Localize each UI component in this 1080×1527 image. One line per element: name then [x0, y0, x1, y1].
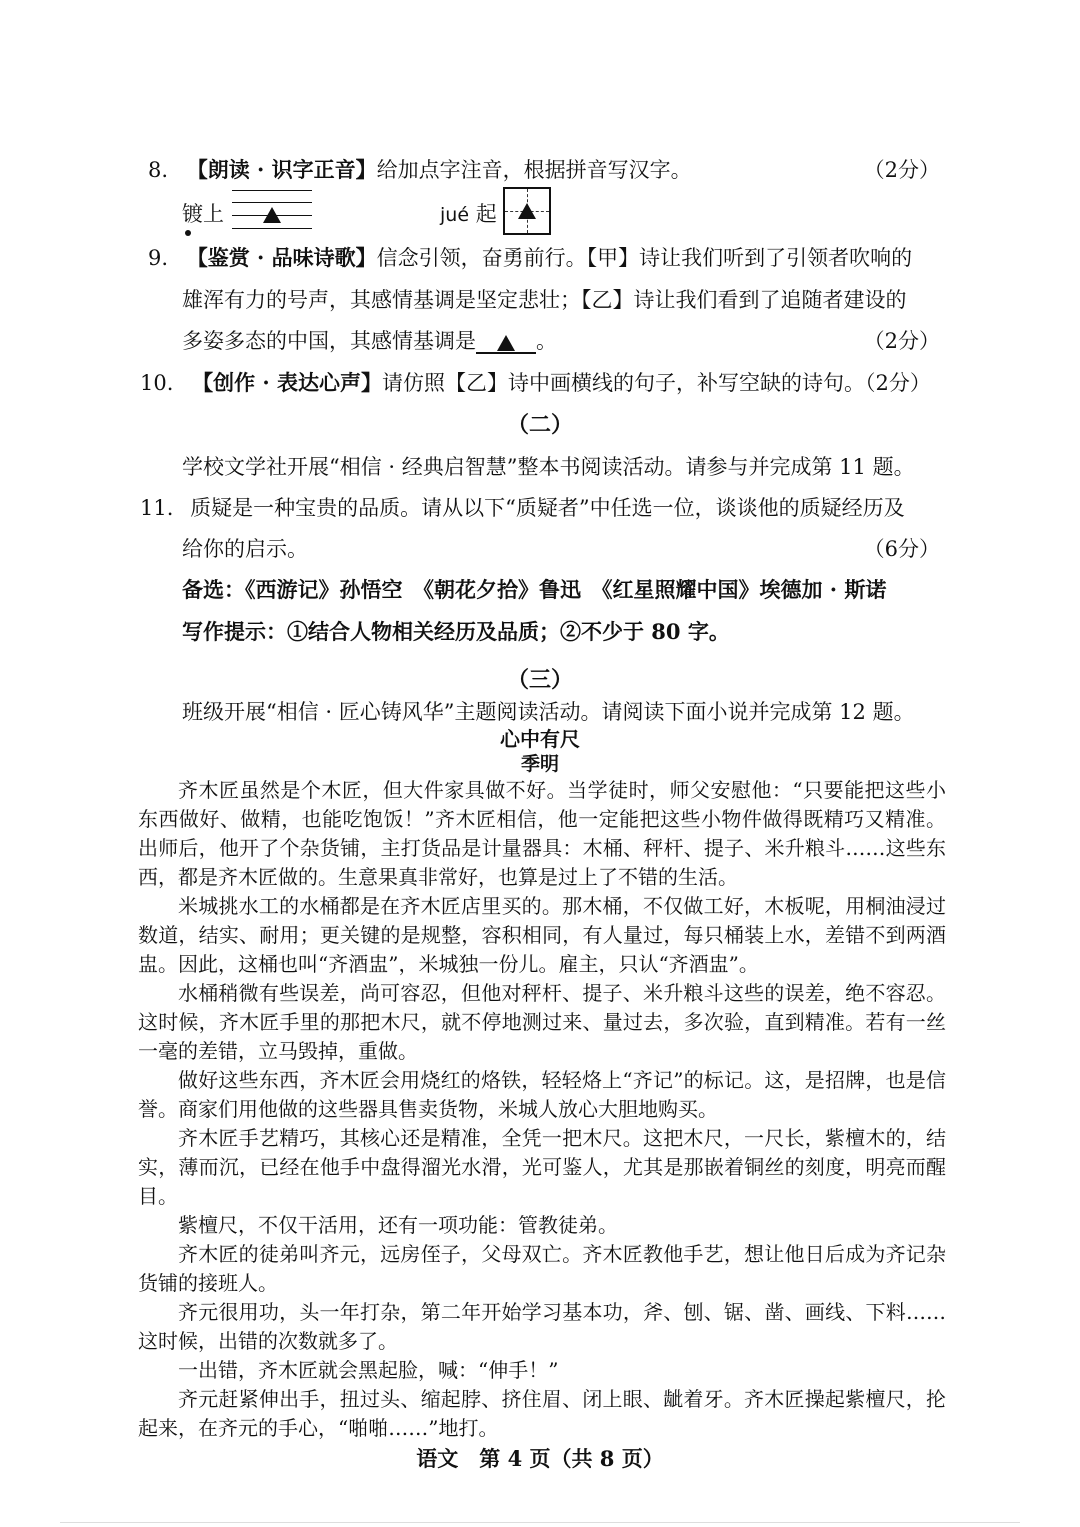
q10-line [140, 369, 931, 397]
q9-line-1 [148, 244, 912, 272]
q8-number: 8. [148, 158, 169, 182]
story-paragraph: 一出错，齐木匠就会黑起脸，喊：“伸手！” [178, 1358, 559, 1382]
q10-text: 请仿照【乙】诗中画横线的句子，补写空缺的诗句。（2分） [382, 371, 931, 395]
story-paragraph: 紫檀尺，不仅干活用，还有一项功能：管教徒弟。 [178, 1213, 618, 1237]
q11-score: （6分） [863, 537, 940, 561]
q11-options: 备选：《西游记》孙悟空 《朝花夕拾》鲁迅 《红星照耀中国》埃德加 · 斯诺 [182, 577, 887, 602]
q9-tag: 【鉴赏 · 品味诗歌】 [186, 245, 377, 270]
section-3-heading: （三） [506, 667, 573, 693]
answer-placeholder-icon [497, 335, 515, 351]
story-paragraph: 齐木匠虽然是个木匠，但大件家具做不好。当学徒时，师父安慰他：“只要能把这些小东西做好、做精，也能吃饱饭！”齐木匠相信，他一定能把这些小物件做得既精巧又精准。出师后，他开了个杂货铺，主打货品是计量器具：木桶、秤杆、提子、米升粮斗……这些东西，都是齐木匠做的。生意果真非常好，也算是过上了不错的生活。 [138, 778, 946, 889]
q9-text-3-end: 。 [536, 329, 557, 353]
q11-line-2: 给你的启示。 [182, 537, 308, 561]
q9-text-1: 信念引领，奋勇前行。【甲】诗让我们听到了引领者吹响的 [376, 246, 913, 270]
section-2-heading: （二） [506, 412, 573, 438]
story-paragraph: 做好这些东西，齐木匠会用烧红的烙铁，轻轻烙上“齐记”的标记。这，是招牌，也是信誉。商家们用他做的这些器具售卖货物，米城人放心大胆地购买。 [138, 1068, 946, 1121]
q9-line-3 [182, 327, 557, 355]
q9-number: 9. [148, 246, 169, 270]
answer-placeholder-icon [518, 203, 536, 219]
q8-text: 给加点字注音，根据拼音写汉字。 [376, 158, 692, 182]
q11-hint: 写作提示：①结合人物相关经历及品质；②不少于 80 字。 [182, 619, 730, 644]
story-paragraph: 齐木匠手艺精巧，其核心还是精准，全凭一把木尺。这把木尺，一尺长，紫檀木的，结实，薄而沉，已经在他手中盘得溜光水滑，光可鉴人，尤其是那嵌着铜丝的刻度，明亮而醒目。 [138, 1126, 946, 1208]
story-paragraph: 米城挑水工的水桶都是在齐木匠店里买的。那木桶，不仅做工好，木板呢，用桐油浸过数道，结实、耐用；更关键的是规整，容积相同，有人量过，每只桶装上水，差错不到两酒盅。因此，这桶也叫“齐酒盅”，米城独一份儿。雇主，只认“齐酒盅”。 [138, 894, 946, 976]
q10-number: 10. [140, 371, 174, 395]
pinyin-four-line-box [232, 190, 312, 230]
story-paragraph: 水桶稍微有些误差，尚可容忍，但他对秤杆、提子、米升粮斗这些的误差，绝不容忍。这时候，齐木匠手里的那把木尺，就不停地测过来、量过去，多次验，直到精准。若有一丝一毫的差错，立马毁掉，重做。 [138, 981, 946, 1063]
q8-score: （2分） [863, 158, 940, 182]
q8-tag: 【朗读 · 识字正音】 [186, 157, 377, 182]
emphasis-dot [185, 230, 191, 236]
q9-text-3: 多姿多态的中国，其感情基调是 [182, 329, 476, 353]
story-paragraph: 齐元赶紧伸出手，扭过头、缩起脖、挤住眉、闭上眼、龇着牙。齐木匠操起紫檀尺，抡起来，在齐元的手心，“啪啪……”地打。 [138, 1387, 946, 1440]
q8-item2 [440, 200, 497, 229]
answer-blank [476, 330, 536, 354]
story-title: 心中有尺 [500, 727, 580, 751]
q10-tag: 【创作 · 表达心声】 [192, 370, 383, 395]
q11-text-1: 质疑是一种宝贵的品质。请从以下“质疑者”中任选一位，谈谈他的质疑经历及 [190, 496, 905, 520]
q9-line-2: 雄浑有力的号声，其感情基调是坚定悲壮；【乙】诗让我们看到了追随者建设的 [182, 288, 907, 312]
q9-score: （2分） [863, 329, 940, 353]
page-bottom-rule [60, 1522, 1020, 1523]
q8-line [148, 156, 948, 184]
story-paragraph: 齐元很用功，头一年打杂，第二年开始学习基本功，斧、刨、锯、凿、画线、下料……这时候，出错的次数就多了。 [138, 1300, 946, 1353]
answer-placeholder-icon [263, 207, 281, 223]
q8-item2-char: 起 [475, 202, 497, 226]
story-author: 季明 [520, 753, 559, 775]
tian-zi-ge-box [503, 187, 551, 235]
section-2-intro: 学校文学社开展“相信 · 经典启智慧”整本书阅读活动。请参与并完成第 11 题。 [182, 455, 915, 479]
story-body [138, 776, 946, 1443]
q11-line-1 [140, 494, 905, 522]
q11-number: 11. [140, 496, 174, 520]
q8-item1-label: 镀上 [182, 202, 224, 226]
section-3-intro: 班级开展“相信 · 匠心铸风华”主题阅读活动。请阅读下面小说并完成第 12 题。 [182, 700, 915, 724]
page-footer: 语文 第 4 页（共 8 页） [416, 1446, 664, 1471]
q8-item2-pinyin: jué [440, 204, 470, 226]
story-paragraph: 齐木匠的徒弟叫齐元，远房侄子，父母双亡。齐木匠教他手艺，想让他日后成为齐记杂货铺的接班人。 [138, 1242, 946, 1295]
